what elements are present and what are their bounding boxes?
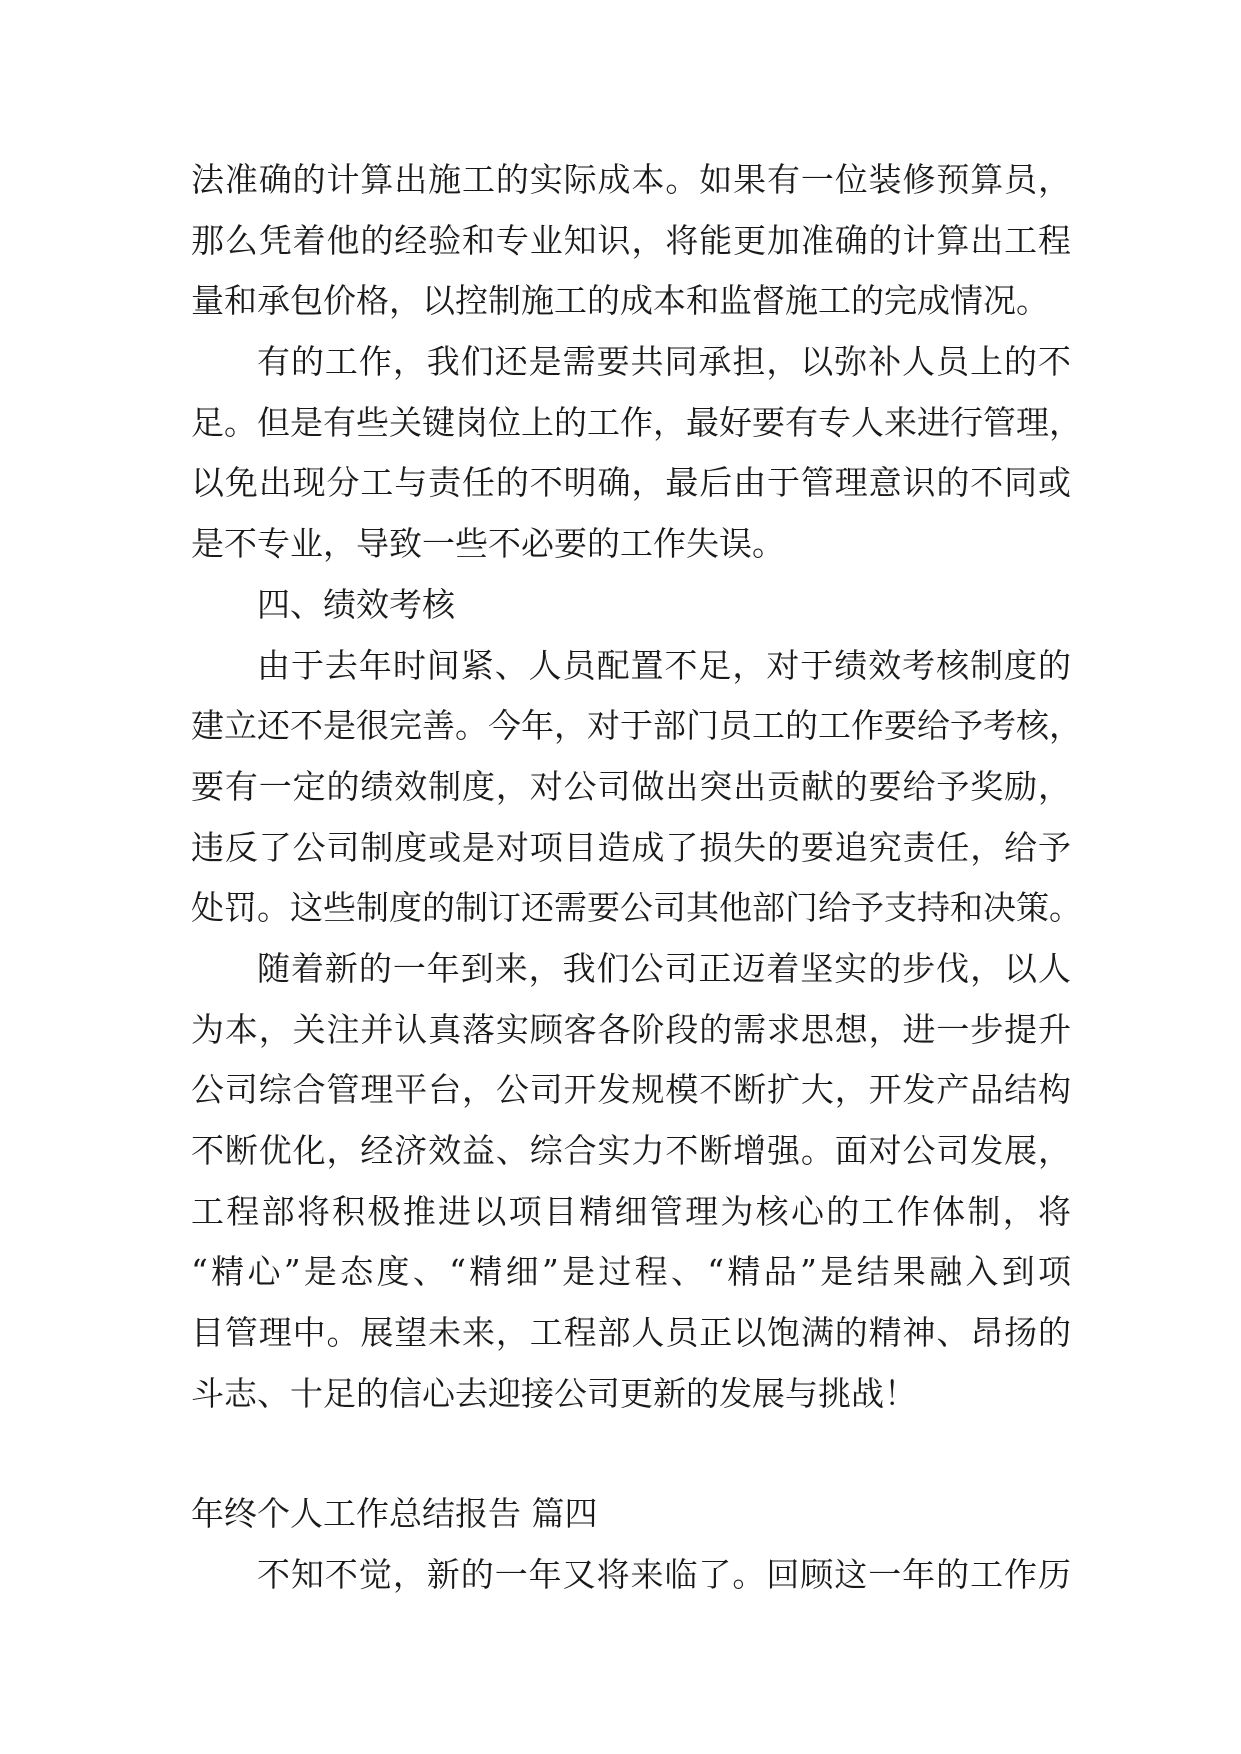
paragraph-4-line-3: 公司综合管理平台，公司开发规模不断扩大，开发产品结构 [191, 1070, 1071, 1110]
paragraph-4-line-1: 随着新的一年到来，我们公司正迈着坚实的步伐，以人 [257, 948, 1071, 988]
paragraph-2-line-3: 以免出现分工与责任的不明确，最后由于管理意识的不同或 [191, 463, 1071, 503]
section-heading: 四、绩效考核 [257, 584, 455, 624]
paragraph-2-line-2: 足。但是有些关键岗位上的工作，最好要有专人来进行管理， [191, 402, 1082, 442]
paragraph-1 [191, 150, 1071, 332]
paragraph-4-line-7: 目管理中。展望未来，工程部人员正以饱满的精神、昂扬的 [191, 1313, 1071, 1353]
article-title: 年终个人工作总结报告 篇四 [191, 1494, 598, 1534]
paragraph-4-line-6: “精心”是态度、“精细”是过程、“精品”是结果融入到项 [191, 1252, 1071, 1292]
paragraph-3 [191, 636, 1082, 939]
paragraph-3-line-1: 由于去年时间紧、人员配置不足，对于绩效考核制度的 [257, 645, 1071, 685]
paragraph-5 [191, 1545, 1071, 1606]
paragraph-2-line-1: 有的工作，我们还是需要共同承担，以弥补人员上的不 [257, 342, 1071, 382]
paragraph-1-line-1: 法准确的计算出施工的实际成本。如果有一位装修预算员， [191, 160, 1071, 199]
paragraph-4 [191, 939, 1071, 1425]
paragraph-3-line-2: 建立还不是很完善。今年，对于部门员工的工作要给予考核， [191, 706, 1082, 746]
paragraph-3-line-4: 违反了公司制度或是对项目造成了损失的要追究责任，给予 [191, 827, 1071, 867]
paragraph-4-line-4: 不断优化，经济效益、综合实力不断增强。面对公司发展， [191, 1131, 1071, 1170]
paragraph-4-line-2: 为本，关注并认真落实顾客各阶段的需求思想，进一步提升 [191, 1009, 1071, 1049]
paragraph-3-line-5: 处罚。这些制度的制订还需要公司其他部门给予支持和决策。 [191, 888, 1082, 928]
paragraph-4-line-8: 斗志、十足的信心去迎接公司更新的发展与挑战！ [191, 1373, 917, 1413]
paragraph-1-line-2: 那么凭着他的经验和专业知识，将能更加准确的计算出工程 [191, 220, 1071, 260]
paragraph-2-line-4: 是不专业，导致一些不必要的工作失误。 [191, 524, 785, 564]
paragraph-2 [191, 332, 1082, 575]
paragraph-5-line-1: 不知不觉，新的一年又将来临了。回顾这一年的工作历 [257, 1555, 1071, 1595]
paragraph-1-line-3: 量和承包价格，以控制施工的成本和监督施工的完成情况。 [191, 281, 1049, 321]
document-body [191, 150, 1082, 1606]
paragraph-3-line-3: 要有一定的绩效制度，对公司做出突出贡献的要给予奖励， [191, 766, 1071, 806]
paragraph-4-line-5: 工程部将积极推进以项目精细管理为核心的工作体制，将 [191, 1191, 1071, 1231]
